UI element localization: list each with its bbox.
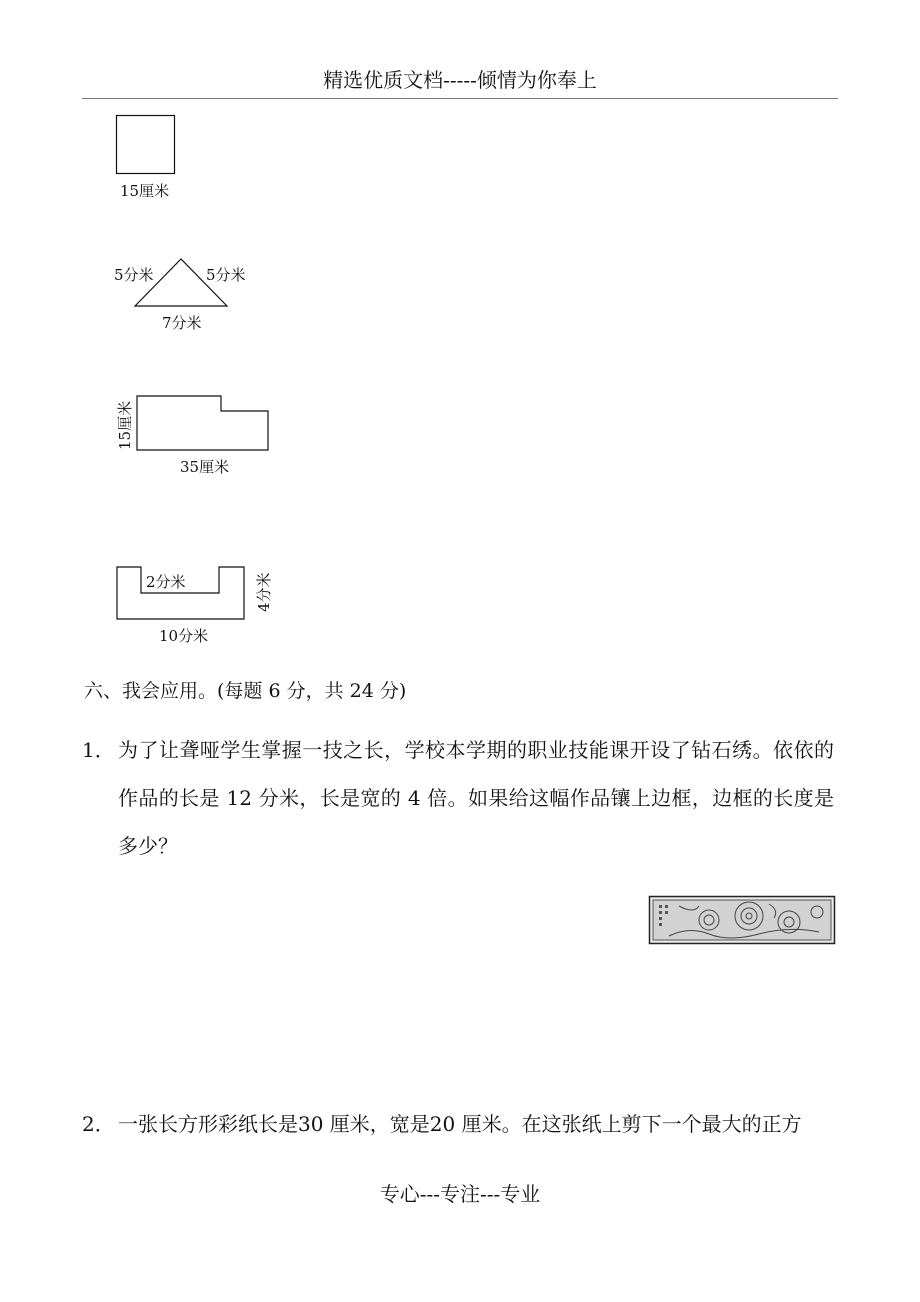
triangle-right-label: 5分米 [206, 266, 246, 284]
question-2-number: 2． [82, 1112, 115, 1136]
page-header: 精选优质文档-----倾情为你奉上 [323, 68, 597, 92]
question-1-text: 为了让聋哑学生掌握一技之长，学校本学期的职业技能课开设了钻石绣。依依的作品的长是 12 分米，长是宽的 4 倍。如果给这幅作品镶上边框，边框的长度是多少？ [118, 738, 834, 858]
triangle-base-label: 7分米 [162, 314, 202, 332]
u-shape-width-label: 10分米 [159, 627, 209, 645]
triangle-left-label: 5分米 [114, 266, 154, 284]
l-shape-outline [137, 396, 268, 450]
u-shape-height-label: 4分米 [255, 572, 273, 612]
l-shape-height-label: 15厘米 [116, 400, 134, 450]
page-footer: 专心---专注---专业 [379, 1182, 541, 1206]
l-shape-width-label: 35厘米 [180, 458, 230, 476]
question-2-text: 一张长方形彩纸长是30 厘米，宽是20 厘米。在这张纸上剪下一个最大的正方 [118, 1112, 802, 1136]
u-shape-inner-label: 2分米 [146, 573, 186, 591]
embroidery-artwork-image [649, 896, 835, 944]
section-title: 六、我会应用。(每题 6 分，共 24 分) [84, 680, 407, 702]
square-shape [117, 116, 175, 174]
question-1-number: 1． [82, 738, 115, 762]
header-divider [82, 98, 838, 99]
square-side-label: 15厘米 [120, 182, 170, 200]
